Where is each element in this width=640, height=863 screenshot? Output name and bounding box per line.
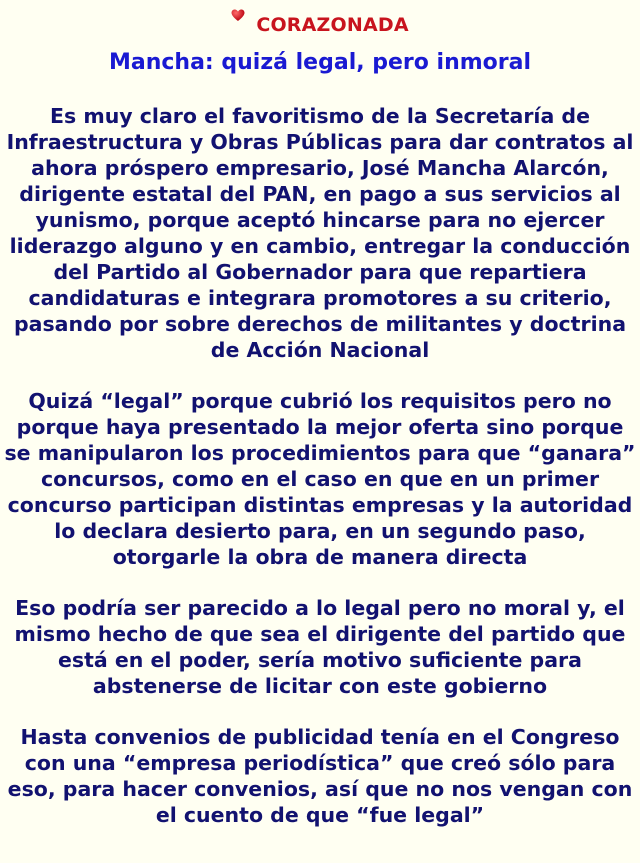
section-header bbox=[4, 10, 636, 38]
paragraph-2: Quizá “legal” porque cubrió los requisitos pero no porque haya presentado la mejor oferta sino porque se manipularon los procedimientos para que “ganara” concursos, como en el caso en que en un primer concurso participan distintas empresas y la autoridad lo declara desierto para, en un segundo paso, otorgarle la obra de manera directa bbox=[4, 389, 636, 569]
headline: Mancha: quizá legal, pero inmoral bbox=[108, 50, 532, 75]
section-label: CORAZONADA bbox=[256, 13, 409, 36]
heart-icon bbox=[231, 3, 245, 31]
paragraph-3: Eso podría ser parecido a lo legal pero no moral y, el mismo hecho de que sea el dirigente del partido que está en el poder, sería motivo suficiente para abstenerse de licitar con este gobierno bbox=[14, 596, 626, 698]
paragraph-1: Es muy claro el favoritismo de la Secretaría de Infraestructura y Obras Públicas para dar contratos al ahora próspero empresario, José Mancha Alarcón, dirigente estatal del PAN, en pago a sus servicios al yunismo, porque aceptó hincarse para no ejercer liderazgo alguno y en cambio, entregar la conducción del Partido al Gobernador para que repartiera candidaturas e integrara promotores a su criterio, pasando por sobre derechos de militantes y doctrina de Acción Nacional bbox=[6, 104, 634, 362]
paragraph-4: Hasta convenios de publicidad tenía en el Congreso con una “empresa periodística” que creó sólo para eso, para hacer convenios, así que no nos vengan con el cuento de que “fue legal” bbox=[7, 725, 633, 827]
